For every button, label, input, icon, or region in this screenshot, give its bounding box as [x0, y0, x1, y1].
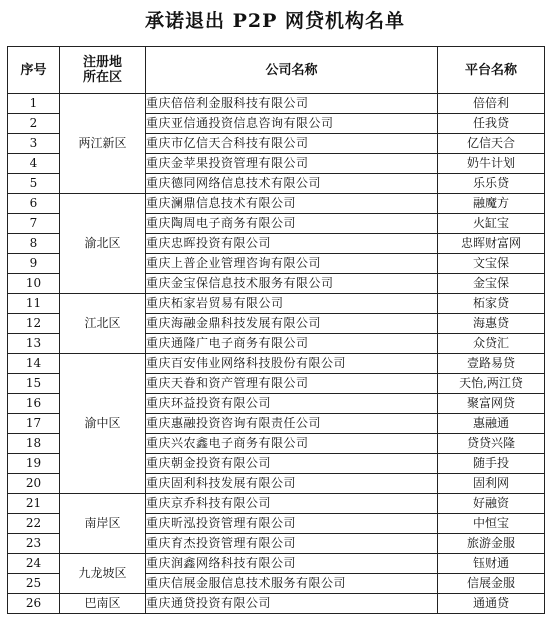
cell-platform: 众贷汇 [438, 334, 545, 354]
header-district-line1: 注册地 [82, 55, 122, 70]
cell-company: 重庆澜鼎信息技术有限公司 [146, 194, 438, 214]
cell-platform: 旅游金服 [438, 534, 545, 554]
cell-platform: 天怡,两江贷 [438, 374, 545, 394]
cell-seq: 9 [8, 254, 60, 274]
cell-seq: 24 [8, 554, 60, 574]
cell-platform: 文宝保 [438, 254, 545, 274]
cell-district: 渝中区 [60, 354, 146, 494]
cell-company: 重庆环益投资有限公司 [146, 394, 438, 414]
cell-platform: 壹路易贷 [438, 354, 545, 374]
table-row [8, 554, 545, 574]
cell-platform: 任我贷 [438, 114, 545, 134]
cell-platform: 奶牛计划 [438, 154, 545, 174]
cell-company: 重庆惠融投资咨询有限责任公司 [146, 414, 438, 434]
cell-seq: 5 [8, 174, 60, 194]
table-row [8, 494, 545, 514]
cell-company: 重庆昕泓投资管理有限公司 [146, 514, 438, 534]
cell-seq: 8 [8, 234, 60, 254]
cell-district: 渝北区 [60, 194, 146, 294]
cell-district: 南岸区 [60, 494, 146, 554]
table-row [8, 294, 545, 314]
cell-platform: 忠晖财富网 [438, 234, 545, 254]
table-body [8, 94, 545, 614]
cell-company: 重庆上普企业管理咨询有限公司 [146, 254, 438, 274]
cell-seq: 23 [8, 534, 60, 554]
cell-company: 重庆倍倍利金服科技有限公司 [146, 94, 438, 114]
cell-company: 重庆兴农鑫电子商务有限公司 [146, 434, 438, 454]
cell-seq: 3 [8, 134, 60, 154]
cell-platform: 聚富网贷 [438, 394, 545, 414]
cell-platform: 信展金服 [438, 574, 545, 594]
cell-seq: 12 [8, 314, 60, 334]
cell-seq: 18 [8, 434, 60, 454]
cell-platform: 随手投 [438, 454, 545, 474]
cell-seq: 2 [8, 114, 60, 134]
cell-company: 重庆柘家岩贸易有限公司 [146, 294, 438, 314]
cell-company: 重庆通隆广电子商务有限公司 [146, 334, 438, 354]
cell-seq: 21 [8, 494, 60, 514]
cell-platform: 融魔方 [438, 194, 545, 214]
p2p-institution-table [7, 46, 545, 614]
cell-seq: 19 [8, 454, 60, 474]
cell-company: 重庆润鑫网络科技有限公司 [146, 554, 438, 574]
cell-company: 重庆陶周电子商务有限公司 [146, 214, 438, 234]
cell-company: 重庆金宝保信息技术服务有限公司 [146, 274, 438, 294]
cell-seq: 7 [8, 214, 60, 234]
cell-seq: 22 [8, 514, 60, 534]
cell-seq: 26 [8, 594, 60, 614]
cell-seq: 17 [8, 414, 60, 434]
cell-seq: 6 [8, 194, 60, 214]
cell-company: 重庆金苹果投资管理有限公司 [146, 154, 438, 174]
cell-platform: 亿信天合 [438, 134, 545, 154]
cell-district: 巴南区 [60, 594, 146, 614]
cell-company: 重庆忠晖投资有限公司 [146, 234, 438, 254]
cell-platform: 通通贷 [438, 594, 545, 614]
cell-district: 九龙坡区 [60, 554, 146, 594]
table-row [8, 94, 545, 114]
cell-platform: 惠融通 [438, 414, 545, 434]
cell-seq: 4 [8, 154, 60, 174]
table-header-row [8, 47, 545, 94]
cell-seq: 15 [8, 374, 60, 394]
cell-platform: 钰财通 [438, 554, 545, 574]
cell-company: 重庆固利科技发展有限公司 [146, 474, 438, 494]
cell-company: 重庆通贷投资有限公司 [146, 594, 438, 614]
header-company: 公司名称 [146, 47, 438, 94]
table-row [8, 594, 545, 614]
cell-company: 重庆京乔科技有限公司 [146, 494, 438, 514]
cell-platform: 火缸宝 [438, 214, 545, 234]
header-district [60, 47, 146, 94]
cell-seq: 1 [8, 94, 60, 114]
cell-platform: 好融资 [438, 494, 545, 514]
cell-platform: 中恒宝 [438, 514, 545, 534]
cell-company: 重庆亚信通投资信息咨询有限公司 [146, 114, 438, 134]
cell-seq: 20 [8, 474, 60, 494]
cell-seq: 16 [8, 394, 60, 414]
cell-seq: 11 [8, 294, 60, 314]
header-district-line2: 所在区 [82, 70, 122, 85]
table-row [8, 354, 545, 374]
cell-platform: 金宝保 [438, 274, 545, 294]
cell-company: 重庆海融金鼎科技发展有限公司 [146, 314, 438, 334]
cell-platform: 倍倍利 [438, 94, 545, 114]
page-title: 承诺退出 P2P 网贷机构名单 [144, 10, 406, 32]
cell-platform: 固利网 [438, 474, 545, 494]
cell-platform: 乐乐贷 [438, 174, 545, 194]
header-seq: 序号 [8, 47, 60, 94]
cell-seq: 13 [8, 334, 60, 354]
cell-seq: 14 [8, 354, 60, 374]
cell-company: 重庆德同网络信息技术有限公司 [146, 174, 438, 194]
cell-platform: 贷贷兴隆 [438, 434, 545, 454]
cell-district: 江北区 [60, 294, 146, 354]
cell-company: 重庆天眷和资产管理有限公司 [146, 374, 438, 394]
cell-seq: 10 [8, 274, 60, 294]
cell-company: 重庆育杰投资管理有限公司 [146, 534, 438, 554]
header-platform: 平台名称 [438, 47, 545, 94]
cell-seq: 25 [8, 574, 60, 594]
cell-platform: 海惠贷 [438, 314, 545, 334]
cell-district: 两江新区 [60, 94, 146, 194]
cell-company: 重庆百安伟业网络科技股份有限公司 [146, 354, 438, 374]
table-row [8, 194, 545, 214]
cell-company: 重庆信展金服信息技术服务有限公司 [146, 574, 438, 594]
cell-company: 重庆朝金投资有限公司 [146, 454, 438, 474]
cell-platform: 柘家贷 [438, 294, 545, 314]
cell-company: 重庆市亿信天合科技有限公司 [146, 134, 438, 154]
